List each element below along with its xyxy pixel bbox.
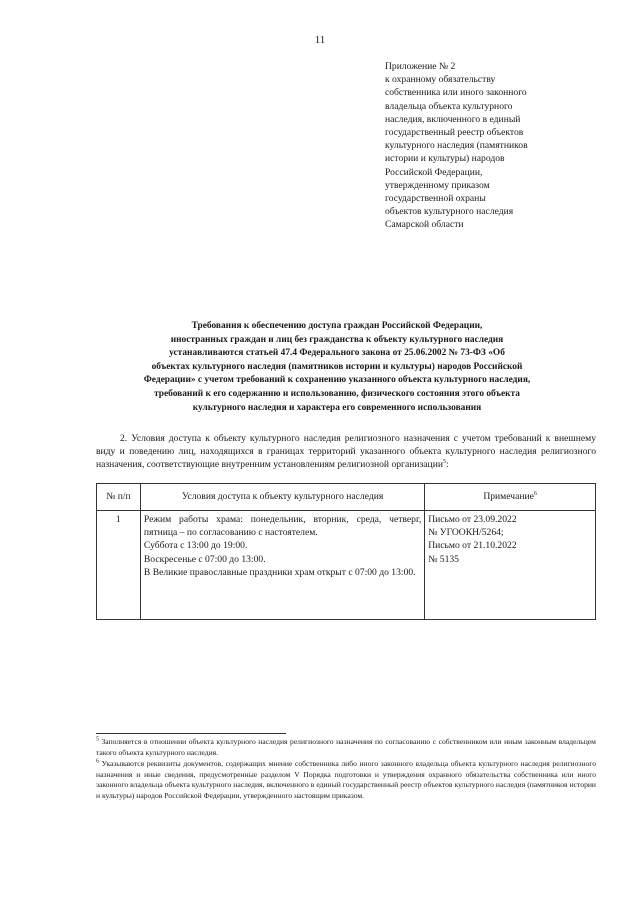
footnote-5 [96,737,596,758]
footnote-ref-6: 6 [533,491,537,498]
heading-line: объектах культурного наследия (памятников истории и культуры) народов Российской [151,361,523,372]
access-conditions-table [96,483,596,620]
footnote-mark: 6 [96,758,99,765]
appendix-line: истории и культуры) народов [385,153,505,165]
appendix-line: государственный реестр объектов [385,127,524,139]
appendix-line: объектов культурного наследия [385,206,514,218]
condition-line: Режим работы храма: понедельник, вторник, среда, четверг, пятница – по согласованию с настоятелем. [143,514,422,539]
footnote-text: Заполняется в отношении объекта культурного наследия религиозного назначения по согласованию с собственником или иным законным владельцем такого объекта культурного наследия. [96,737,596,757]
paragraph-text: 2. Условия доступа к объекту культурного наследия религиозного назначения с учетом требований к внешнему виду и поведению лиц, находящихся в границах территорий указанного объекта культурного наследия религиозного назначения, соответствующие внутренним установлениям религиозной организации [96,433,596,471]
footnote-separator [96,733,286,734]
condition-line: Суббота с 13:00 до 19:00. [143,540,248,552]
appendix-line: владельца объекта культурного [385,100,513,112]
note-line: № УГООКН/5264; [428,527,504,539]
heading-line: Федерации» с учетом требований к сохранению указанного объекта культурного наследия, [143,375,531,386]
appendix-line: утвержденному приказом [385,179,490,191]
footnotes [96,733,596,803]
heading-line: Требования к обеспечению доступа граждан Российской Федерации, [191,321,483,331]
note-line: Письмо от 23.09.2022 [428,514,517,525]
heading-line: требований к его содержанию и использованию, физического состояния этого объекта [154,388,520,399]
row-note [425,511,596,620]
page-number: 11 [314,34,326,46]
header-note-label: Примечание [483,491,534,503]
footnote-6 [96,759,596,801]
table-header-row [97,484,596,511]
appendix-line: Самарской области [385,219,464,231]
header-note [425,484,596,511]
footnote-text: Указываются реквизиты документов, содержащих мнение собственника либо иного законного владельца объекта культурного наследия религиозного назначения и иные сведения, предусмотренные разделом V Порядка подготовки и утверждения охранного обязательства собственника или иного законного владельца объекта культурного наследия, включенного в единый государственный реестр объектов культурного наследия (памятников истории и культуры) народов Российской Федерации, утвержденного настоящим приказом. [96,759,596,800]
appendix-line: культурного наследия (памятников [385,140,528,152]
row-conditions [140,511,424,620]
condition-line: В Великие православные праздники храм открыт с 07:00 до 13:00. [143,566,416,578]
paragraph-suffix: : [445,459,449,471]
access-conditions-paragraph [96,432,596,472]
header-conditions: Условия доступа к объекту культурного наследия [140,484,424,511]
table-row [97,511,596,620]
note-line: № 5135 [428,553,459,565]
appendix-line: Приложение № 2 [385,61,456,72]
appendix-line: к охранному обязательству [385,74,496,86]
heading-line: устанавливаются статьей 47.4 Федерального закона от 25.06.2002 № 73-ФЗ «Об [169,348,505,359]
heading-line: культурного наследия и характера его современного использования [192,402,482,413]
row-num: 1 [97,511,141,620]
appendix-line: наследия, включенного в единый [385,113,521,125]
condition-line: Воскресенье с 07:00 до 13:00. [143,553,266,565]
requirements-heading [138,320,536,415]
header-num: № п/п [97,484,141,511]
appendix-block [385,60,595,232]
note-line: Письмо от 21.10.2022 [428,540,517,552]
appendix-line: Российской Федерации, [385,166,483,178]
footnote-mark: 5 [96,736,99,743]
footnote-ref-5: 5 [442,459,446,466]
appendix-line: государственной охраны [385,193,486,205]
appendix-line: собственника или иного законного [385,87,527,99]
heading-line: иностранных граждан и лиц без гражданства к объекту культурного наследия [170,334,504,345]
